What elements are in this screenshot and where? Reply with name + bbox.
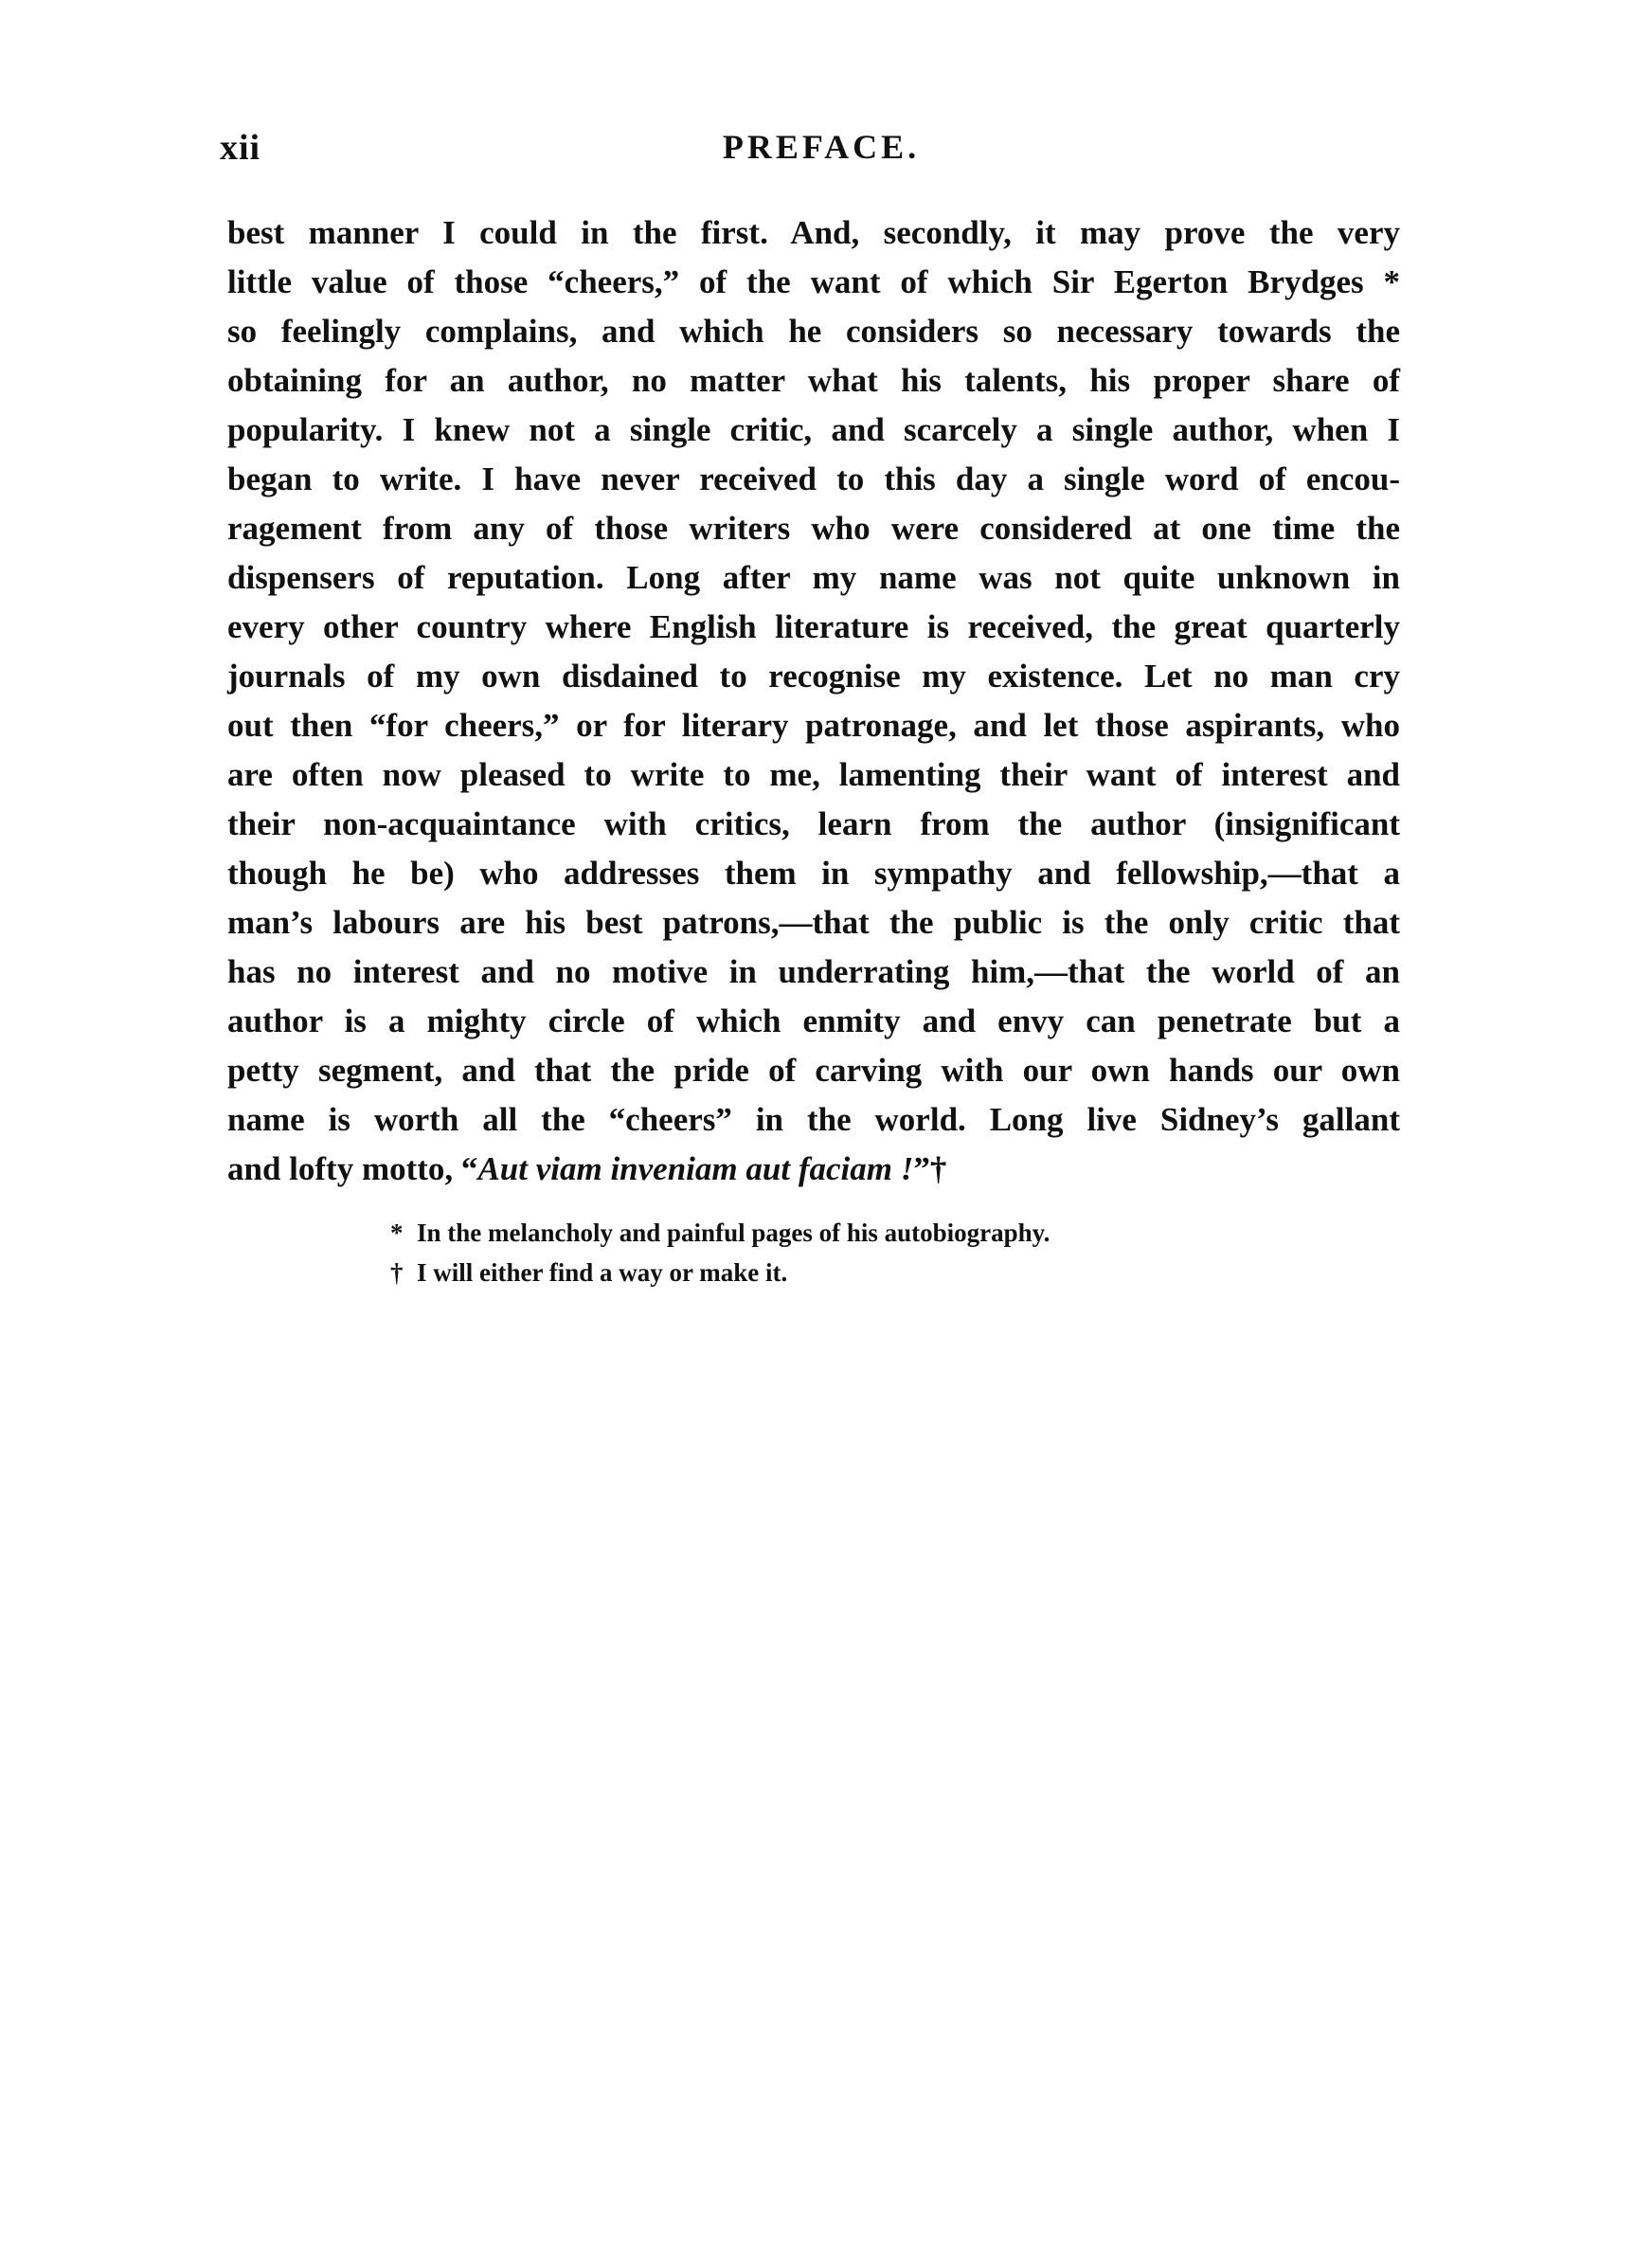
text-line: dispensers of reputation. Long after my name was not quite unknown in — [227, 559, 1400, 596]
footnote — [390, 1253, 1319, 1292]
running-head — [220, 121, 1423, 178]
footnotes — [390, 1213, 1319, 1292]
text-line: began to write. I have never received to this day a single word of encou- — [227, 460, 1400, 497]
text-line: petty segment, and that the pride of carving with our own hands our own — [227, 1052, 1400, 1089]
text-line: out then “for cheers,” or for literary patronage, and let those aspirants, who — [227, 707, 1400, 744]
text-line: every other country where English literature is received, the great quarterly — [227, 608, 1400, 645]
text-line-last — [227, 1145, 1400, 1194]
text-line: their non-acquaintance with critics, learn from the author (insignificant — [227, 805, 1400, 842]
text-line: little value of those “cheers,” of the want of which Sir Egerton Brydges * — [227, 263, 1400, 300]
body-paragraph — [227, 208, 1400, 1194]
text-line: so feelingly complains, and which he considers so necessary towards the — [227, 313, 1400, 350]
text-line: journals of my own disdained to recognise my existence. Let no man cry — [227, 658, 1400, 695]
text-line: are often now pleased to write to me, lamenting their want of interest and — [227, 756, 1400, 793]
text-line: best manner I could in the first. And, secondly, it may prove the very — [227, 214, 1400, 251]
footnote-mark: † — [390, 1258, 404, 1287]
running-title: PREFACE. — [722, 128, 921, 166]
footnote — [390, 1213, 1319, 1253]
text-line: though he be) who addresses them in sympathy and fellowship,—that a — [227, 855, 1400, 892]
text-line: obtaining for an author, no matter what his talents, his proper share of — [227, 362, 1400, 399]
text-line: has no interest and no motive in underrating him,—that the world of an — [227, 953, 1400, 990]
footnote-mark: * — [390, 1219, 404, 1247]
text-line: popularity. I knew not a single critic, and scarcely a single author, when I — [227, 411, 1400, 448]
last-line-suffix: ”† — [913, 1150, 947, 1187]
text-line: name is worth all the “cheers” in the world. Long live Sidney’s gallant — [227, 1101, 1400, 1138]
footnote-text: In the melancholy and painful pages of his autobiography. — [417, 1219, 1050, 1247]
text-line: man’s labours are his best patrons,—that the public is the only critic that — [227, 904, 1400, 941]
page-number: xii — [220, 128, 261, 168]
latin-motto: Aut viam inveniam aut faciam ! — [477, 1150, 914, 1187]
footnote-text: I will either find a way or make it. — [417, 1258, 788, 1287]
text-line: ragement from any of those writers who were considered at one time the — [227, 510, 1400, 547]
text-line: author is a mighty circle of which enmity and envy can penetrate but a — [227, 1002, 1400, 1039]
last-line-prefix: and lofty motto, “ — [227, 1150, 478, 1187]
